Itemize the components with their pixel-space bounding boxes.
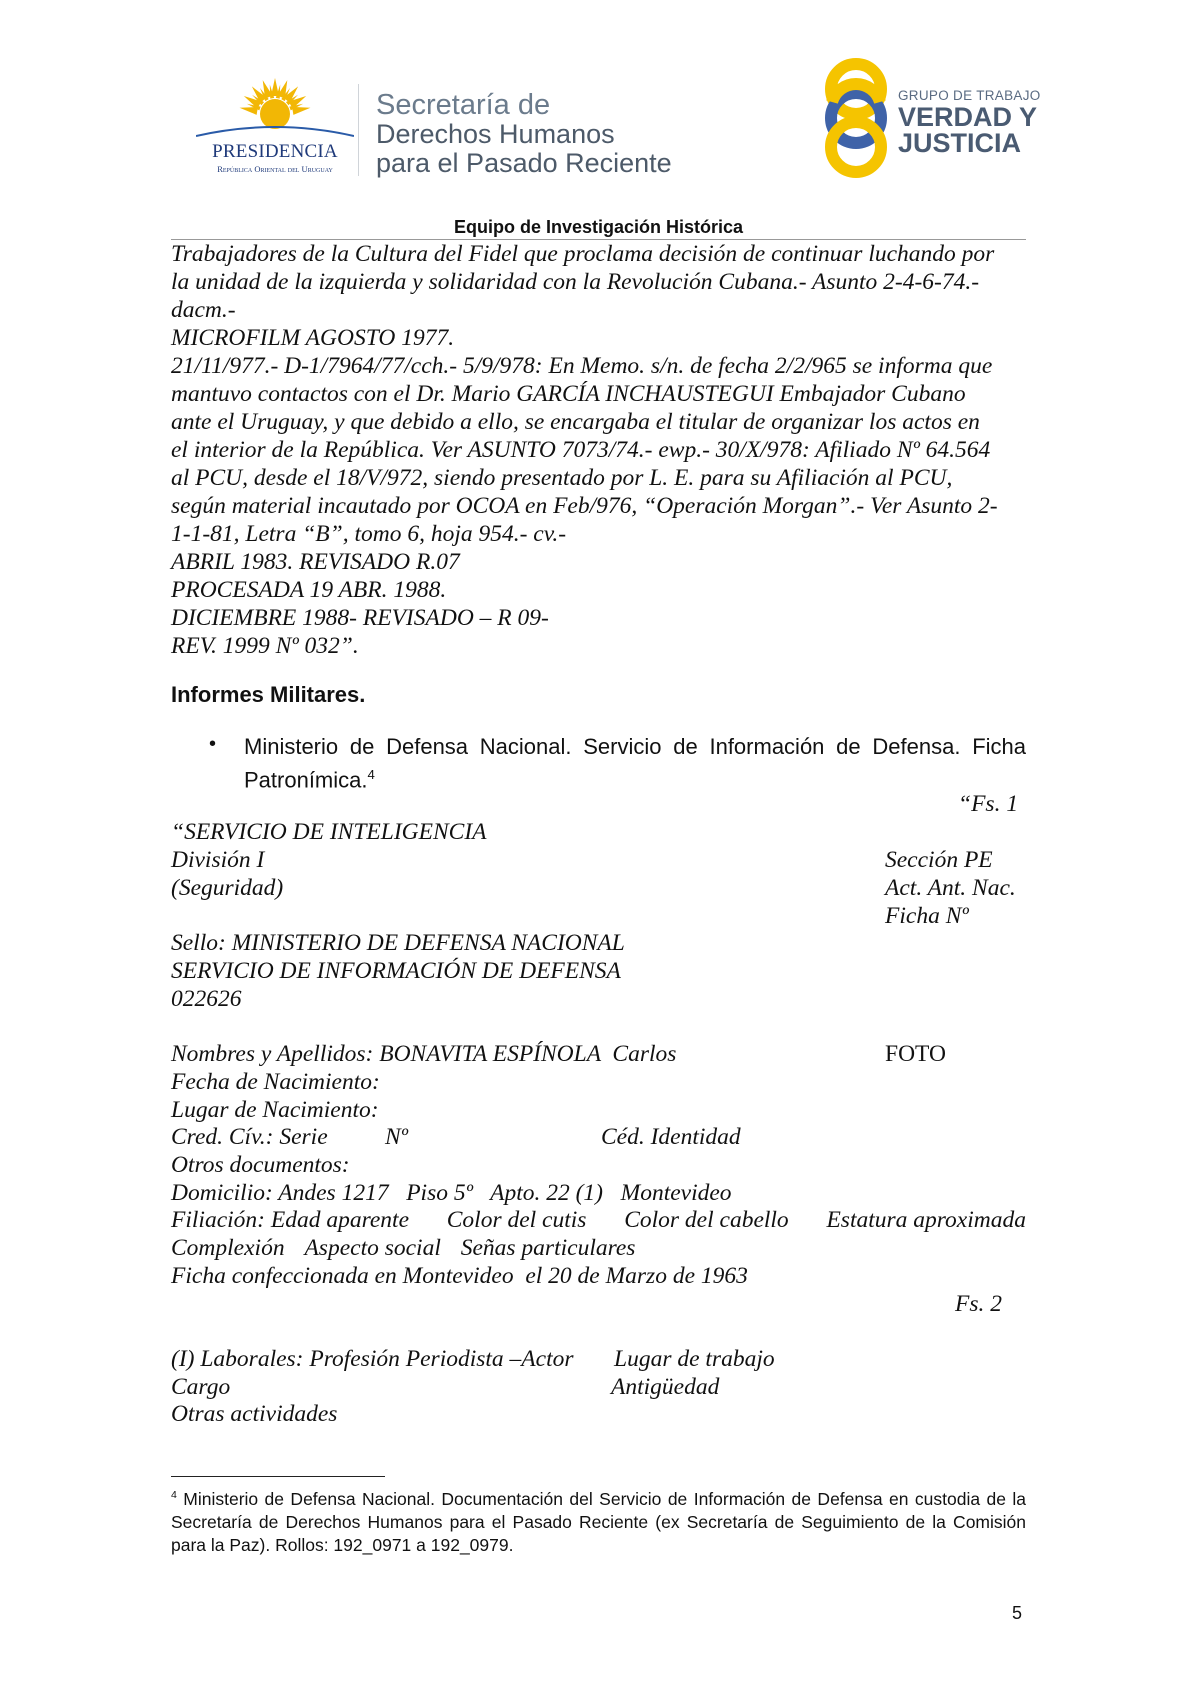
- sello-line: Sello: MINISTERIO DE DEFENSA NACIONAL: [171, 930, 625, 956]
- record-line: dacm.-: [171, 297, 236, 323]
- sello-block: [171, 929, 625, 1013]
- record-text-block: [171, 240, 1026, 660]
- record-line: DICIEMBRE 1988- REVISADO – R 09-: [171, 605, 549, 631]
- footnote-separator: [171, 1476, 385, 1477]
- cedula-identidad: Céd. Identidad: [601, 1124, 741, 1150]
- grupo-big-label-2: JUSTICIA: [898, 128, 1022, 158]
- filiacion-cutis: Color del cutis: [446, 1207, 587, 1233]
- footnote: [171, 1484, 1026, 1557]
- cred-numero: Nº: [385, 1124, 408, 1150]
- foto-label: FOTO: [885, 1041, 946, 1067]
- team-title: Equipo de Investigación Histórica: [453, 217, 744, 237]
- grupo-small-label: GRUPO DE TRABAJO: [898, 88, 1041, 103]
- header-divider: [358, 84, 359, 176]
- filiacion-estatura: Estatura aproximada: [826, 1207, 1026, 1233]
- fs2-label: Fs. 2: [955, 1291, 1002, 1317]
- record-line: la unidad de la izquierda y solidaridad con la Revolución Cubana.- Asunto 2-4-6-74.-: [171, 269, 980, 295]
- domicilio: Domicilio: Andes 1217 Piso 5º Apto. 22 (1) Montevideo: [171, 1180, 732, 1206]
- interlocked-rings-icon: [822, 56, 890, 180]
- secretaria-line1: Secretaría de: [376, 89, 551, 121]
- filiacion-row: [171, 1206, 1026, 1234]
- record-line: REV. 1999 Nº 032”.: [171, 633, 359, 659]
- fs1-label: “Fs. 1: [958, 791, 1019, 817]
- bullet-item: [171, 733, 1026, 794]
- act-ant-nac: Act. Ant. Nac.: [885, 875, 1016, 901]
- record-line: al PCU, desde el 18/V/972, siendo presentado por L. E. para su Afiliación al PCU,: [171, 465, 953, 491]
- sun-emblem-icon: [196, 78, 354, 142]
- record-line: ante el Uruguay, y que debido a ello, se encargaba el titular de organizar los actos en: [171, 409, 980, 435]
- grupo-trabajo-logo: [822, 56, 1041, 180]
- secretaria-title: [376, 90, 672, 178]
- bullet-text-block: [244, 733, 1026, 794]
- section-heading: Informes Militares.: [171, 682, 366, 707]
- ficha-right-header: [885, 846, 1016, 930]
- grupo-big-label-1: VERDAD Y: [898, 102, 1038, 132]
- lugar-trabajo: Lugar de trabajo: [614, 1346, 775, 1372]
- otras-actividades: Otras actividades: [171, 1401, 338, 1427]
- record-line: según material incautado por OCOA en Feb/976, “Operación Morgan”.- Ver Asunto 2-: [171, 493, 998, 519]
- sello-number: 022626: [171, 986, 242, 1012]
- presidencia-logo: [196, 78, 354, 176]
- antiguedad: Antigüedad: [611, 1374, 720, 1400]
- seccion: Sección PE: [885, 847, 993, 873]
- record-line: el interior de la República. Ver ASUNTO 7073/74.- ewp.- 30/X/978: Afiliado Nº 64.564: [171, 437, 991, 463]
- complexion-row: [171, 1234, 635, 1262]
- footnote-text: Ministerio de Defensa Nacional. Documentación del Servicio de Información de Defensa en custodia de la Secretaría de Derechos Humanos para el Pasado Reciente (ex Secretaría de Seguimiento de la Comisión para la Paz). Rollos: 192_0971 a 192_0979.: [171, 1488, 1026, 1555]
- seguridad: (Seguridad): [171, 875, 284, 901]
- aspecto-social: Aspecto social: [304, 1235, 441, 1261]
- filiacion-cabello: Color del cabello: [624, 1207, 789, 1233]
- footnote-reference: 4: [367, 767, 375, 782]
- record-line: Trabajadores de la Cultura del Fidel que proclama decisión de continuar luchando por: [171, 241, 995, 267]
- secretaria-line2: Derechos Humanos: [376, 119, 615, 149]
- laborales: (I) Laborales: Profesión Periodista –Actor: [171, 1346, 574, 1372]
- page-number: 5: [1012, 1603, 1023, 1623]
- record-line: 1-1-81, Letra “B”, tomo 6, hoja 954.- cv.-: [171, 521, 567, 547]
- secretaria-line3: para el Pasado Reciente: [376, 148, 672, 178]
- cargo: Cargo: [171, 1374, 231, 1400]
- record-line: ABRIL 1983. REVISADO R.07: [171, 549, 460, 575]
- lugar-nacimiento: Lugar de Nacimiento:: [171, 1097, 379, 1123]
- complexion: Complexión: [171, 1235, 285, 1261]
- cred-civica: Cred. Cív.: Serie: [171, 1124, 328, 1150]
- bullet-text: Ministerio de Defensa Nacional. Servicio de Información de Defensa. Ficha Patronímica.: [244, 734, 1026, 793]
- record-line: 21/11/977.- D-1/7964/77/cch.- 5/9/978: En Memo. s/n. de fecha 2/2/965 se informa que: [171, 353, 993, 379]
- presidencia-name: PRESIDENCIA: [212, 141, 338, 162]
- presidencia-subtitle: República Oriental del Uruguay: [217, 164, 333, 174]
- sello-line: SERVICIO DE INFORMACIÓN DE DEFENSA: [171, 958, 621, 984]
- otros-documentos: Otros documentos:: [171, 1152, 350, 1178]
- filiacion-edad: Filiación: Edad aparente: [171, 1207, 409, 1233]
- record-line: PROCESADA 19 ABR. 1988.: [171, 577, 447, 603]
- senas-particulares: Señas particulares: [460, 1235, 636, 1261]
- division: División I: [171, 847, 265, 873]
- ficha-confeccionada: Ficha confeccionada en Montevideo el 20 de Marzo de 1963: [171, 1263, 748, 1289]
- servicio-inteligencia: “SERVICIO DE INTELIGENCIA: [171, 819, 487, 845]
- fecha-nacimiento: Fecha de Nacimiento:: [171, 1069, 380, 1095]
- record-line: MICROFILM AGOSTO 1977.: [171, 325, 455, 351]
- record-line: mantuvo contactos con el Dr. Mario GARCÍA INCHAUSTEGUI Embajador Cubano: [171, 381, 966, 407]
- bullet-dot-icon: •: [209, 733, 217, 755]
- ficha-left-header: [171, 818, 487, 902]
- nombres-apellidos: Nombres y Apellidos: BONAVITA ESPÍNOLA Carlos: [171, 1041, 677, 1067]
- footnote-number: 4: [171, 1489, 177, 1501]
- ficha-number-label: Ficha Nº: [885, 903, 969, 929]
